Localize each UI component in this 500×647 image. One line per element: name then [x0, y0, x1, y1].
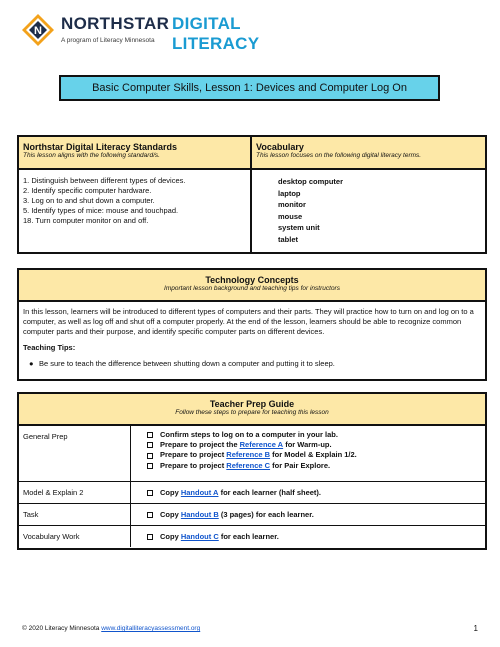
standards-list: [19, 170, 250, 252]
teacher-prep-title: Teacher Prep Guide: [209, 399, 295, 409]
standards-vocabulary-table: [17, 135, 487, 254]
standards-title: Northstar Digital Literacy Standards: [23, 142, 178, 152]
reference-c-link[interactable]: Reference C: [226, 460, 271, 470]
standard-item: 1. Distinguish between different types of devices.: [23, 176, 186, 185]
checkbox-icon: [147, 453, 153, 459]
technology-concepts-section: [17, 268, 487, 381]
teacher-prep-guide-section: [17, 392, 487, 550]
technology-concepts-title: Technology Concepts: [205, 275, 299, 285]
prep-checklist: [131, 482, 485, 503]
vocabulary-column: [252, 137, 485, 252]
prep-row-label: Model & Explain 2: [19, 482, 131, 503]
teacher-prep-header: [19, 394, 485, 426]
standards-subtitle: This lesson aligns with the following standard/s.: [23, 152, 160, 159]
standard-item: 5. Identify types of mice: mouse and touchpad.: [23, 206, 179, 215]
prep-checklist: [131, 504, 485, 525]
logo-digital-literacy-text: DIGITAL LITERACY: [172, 14, 260, 53]
checklist-item: Copy Handout C for each learner.: [147, 532, 485, 542]
vocabulary-term: monitor: [278, 200, 306, 209]
vocabulary-term: laptop: [278, 188, 301, 198]
handout-b-link[interactable]: Handout B: [180, 510, 219, 519]
teaching-tip-item: [23, 359, 481, 369]
reference-a-link[interactable]: Reference A: [239, 440, 284, 450]
vocabulary-subtitle: This lesson focuses on the following digital literacy terms.: [256, 152, 422, 159]
footer-copyright: © 2020 Literacy Minnesota: [22, 625, 102, 632]
checklist-item: Copy Handout B (3 pages) for each learner.: [147, 510, 485, 520]
svg-text:N: N: [34, 25, 42, 37]
vocabulary-term: desktop computer: [278, 177, 344, 186]
vocabulary-header: [252, 137, 485, 170]
prep-row-general: [19, 426, 485, 482]
logo-tagline: A program of Literacy Minnesota: [61, 37, 155, 44]
lesson-title: Basic Computer Skills, Lesson 1: Devices and Computer Log On: [59, 75, 440, 101]
prep-row-label: General Prep: [19, 426, 131, 481]
footer-website-link[interactable]: www.digitalliteracyassessment.org: [101, 625, 201, 632]
technology-concepts-body: [19, 302, 485, 374]
technology-concepts-subtitle: Important lesson background and teaching tips for instructors: [164, 285, 340, 292]
standard-item: 3. Log on to and shut down a computer.: [23, 196, 155, 205]
vocabulary-term: system unit: [278, 223, 320, 232]
standards-header: [19, 137, 250, 170]
standard-item: 2. Identify specific computer hardware.: [23, 186, 152, 195]
technology-concepts-text: In this lesson, learners will be introduced to different types of computers and their parts. They will practice how to turn on and log on to a computer, as well as log off and shut off a computer properly. At the end of the lesson, learners should be able to recognize common computer parts and their purpose, and identify specific computer parts on different devices.: [23, 307, 474, 336]
vocabulary-list: [252, 170, 485, 252]
northstar-logo: [21, 12, 321, 53]
vocabulary-term: tablet: [278, 234, 299, 244]
prep-row-label: Vocabulary Work: [19, 526, 131, 547]
prep-row-label: Task: [19, 504, 131, 525]
checklist-item: Confirm steps to log on to a computer in your lab.: [147, 430, 485, 440]
checklist-item: Prepare to project Reference C for Pair Explore.: [147, 461, 485, 471]
vocabulary-term: mouse: [278, 211, 303, 221]
page-number: 1: [473, 624, 478, 633]
checklist-item: Prepare to project the Reference A for Warm-up.: [147, 440, 485, 450]
checkbox-icon: [147, 490, 153, 496]
page-footer: [22, 625, 200, 632]
teacher-prep-subtitle: Follow these steps to prepare for teaching this lesson: [175, 409, 329, 416]
prep-checklist: [131, 526, 485, 547]
standard-item: 18. Turn computer monitor on and off.: [23, 216, 149, 225]
logo-northstar-text: NORTHSTAR: [61, 14, 170, 33]
checkbox-icon: [147, 534, 153, 540]
teaching-tips-title: Teaching Tips:: [23, 343, 76, 352]
checkbox-icon: [147, 432, 153, 438]
checkbox-icon: [147, 442, 153, 448]
prep-row-task: [19, 504, 485, 526]
prep-row-model-explain: [19, 482, 485, 504]
handout-a-link[interactable]: Handout A: [180, 488, 219, 497]
vocabulary-title: Vocabulary: [256, 142, 304, 152]
northstar-compass-icon: [21, 13, 55, 47]
checkbox-icon: [147, 463, 153, 469]
reference-b-link[interactable]: Reference B: [226, 450, 271, 460]
checklist-item: Copy Handout A for each learner (half sheet).: [147, 488, 485, 498]
handout-c-link[interactable]: Handout C: [180, 532, 219, 541]
prep-row-vocabulary-work: [19, 526, 485, 547]
standards-column: [19, 137, 252, 252]
bullet-icon: ●: [29, 359, 34, 368]
teaching-tip-text: Be sure to teach the difference between shutting down a computer and putting it to sleep.: [39, 359, 335, 368]
technology-concepts-header: [19, 270, 485, 302]
prep-checklist: [131, 426, 485, 481]
checkbox-icon: [147, 512, 153, 518]
checklist-item: Prepare to project Reference B for Model & Explain 1/2.: [147, 450, 485, 460]
